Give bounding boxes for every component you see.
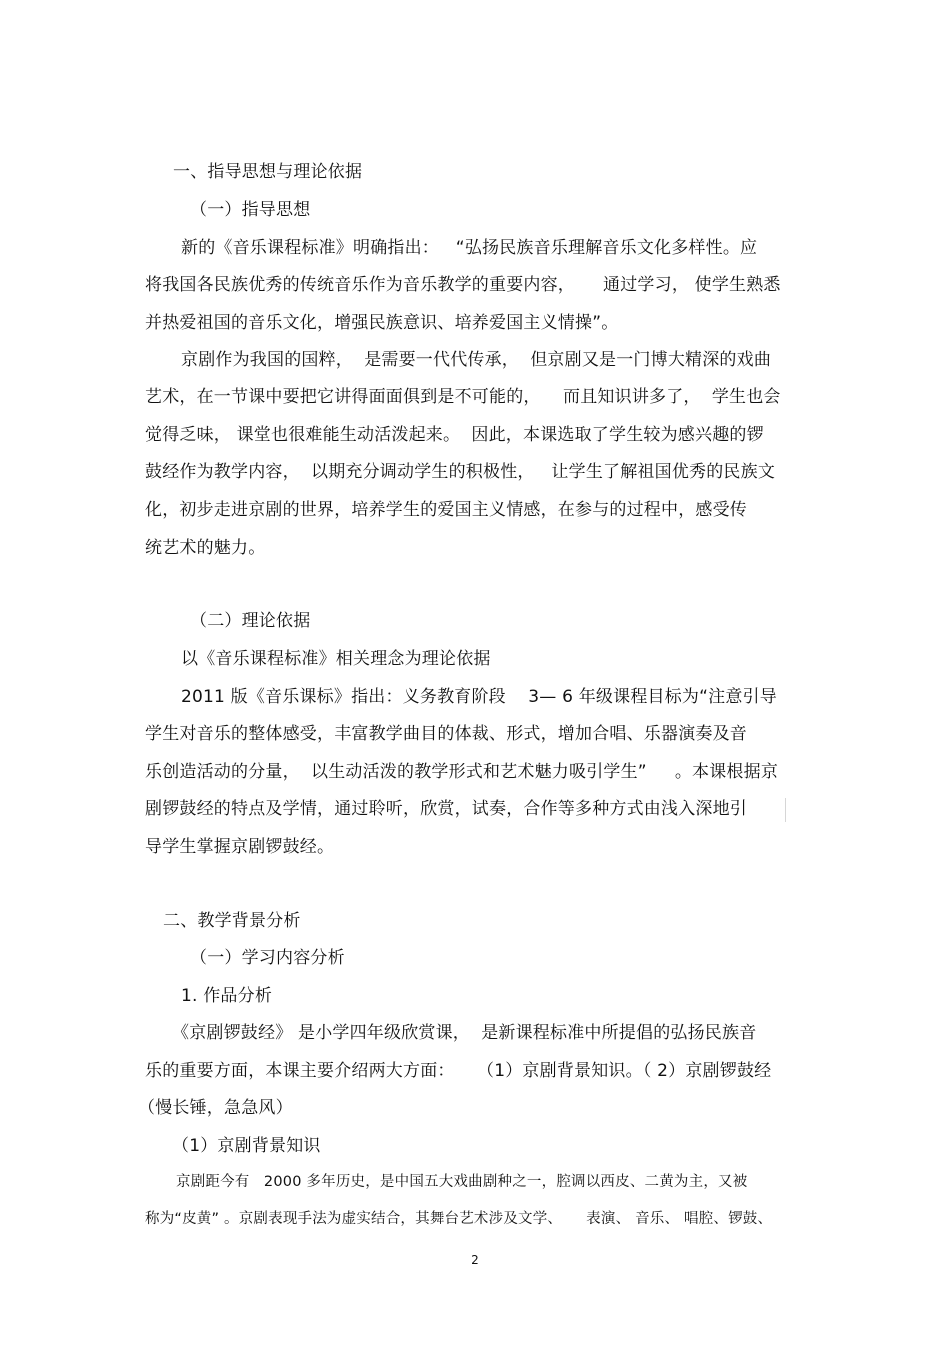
- paragraph-line: 乐创造活动的分量， 以生动活泼的教学形式和艺术魅力吸引学生” 。本课根据京: [145, 762, 779, 782]
- scan-edge-mark: [785, 798, 786, 822]
- paragraph-line: 统艺术的魅力。: [145, 538, 266, 558]
- page-number: 2: [471, 1253, 479, 1267]
- list-item-work-analysis: 1. 作品分析: [181, 986, 273, 1006]
- paragraph-line: 并热爱祖国的音乐文化，增强民族意识、培养爱国主义情操”。: [145, 313, 619, 333]
- paragraph-line: 鼓经作为教学内容， 以期充分调动学生的积极性， 让学生了解祖国优秀的民族文: [145, 462, 776, 482]
- paragraph-line: 京剧距今有 2000 多年历史，是中国五大戏曲剧种之一，腔调以西皮、二黄为主，又被: [176, 1174, 748, 1190]
- paragraph-line: 乐的重要方面，本课主要介绍两大方面： （1）京剧背景知识。（ 2）京剧锣鼓经: [145, 1061, 772, 1081]
- paragraph-line: 化，初步走进京剧的世界，培养学生的爱国主义情感，在参与的过程中，感受传: [145, 500, 747, 520]
- paragraph-line: 京剧作为我国的国粹， 是需要一代代传承， 但京剧又是一门博大精深的戏曲: [181, 350, 772, 370]
- paragraph-line: 觉得乏味， 课堂也很难能生动活泼起来。 因此，本课选取了学生较为感兴趣的锣: [145, 425, 764, 445]
- section-heading-teaching-background: 二、教学背景分析: [163, 911, 301, 931]
- paragraph-line: 2011 版《音乐课标》指出：义务教育阶段 3— 6 年级课程目标为“注意引导: [181, 687, 777, 707]
- paragraph-line: 《京剧锣鼓经》 是小学四年级欣赏课， 是新课程标准中所提倡的弘扬民族音: [172, 1023, 757, 1043]
- paragraph-line: 称为“皮黄” 。京剧表现手法为虚实结合，其舞台艺术涉及文学、 表演、 音乐、 唱腔、锣鼓、: [145, 1211, 773, 1227]
- paragraph-line: 剧锣鼓经的特点及学情，通过聆听，欣赏，试奏，合作等多种方式由浅入深地引: [145, 799, 747, 819]
- paragraph-line: 导学生掌握京剧锣鼓经。: [145, 837, 335, 857]
- paragraph-line: 以《音乐课程标准》相关理念为理论依据: [181, 649, 491, 669]
- list-item-opera-background: （1）京剧背景知识: [172, 1136, 321, 1156]
- paragraph-line: 新的《音乐课程标准》明确指出： “弘扬民族音乐理解音乐文化多样性。应: [181, 238, 758, 258]
- subheading-content-analysis: （一）学习内容分析: [190, 948, 345, 968]
- section-heading-guiding-thought: 一、指导思想与理论依据: [173, 162, 363, 182]
- paragraph-line: （慢长锤，急急风）: [138, 1098, 293, 1118]
- subheading-theoretical-basis: （二）理论依据: [190, 611, 311, 631]
- paragraph-line: 学生对音乐的整体感受，丰富教学曲目的体裁、形式，增加合唱、乐器演奏及音: [145, 724, 747, 744]
- subheading-guiding-thought: （一）指导思想: [190, 200, 311, 220]
- paragraph-line: 将我国各民族优秀的传统音乐作为音乐教学的重要内容， 通过学习， 使学生熟悉: [145, 275, 781, 295]
- paragraph-line: 艺术，在一节课中要把它讲得面面俱到是不可能的， 而且知识讲多了， 学生也会: [145, 387, 781, 407]
